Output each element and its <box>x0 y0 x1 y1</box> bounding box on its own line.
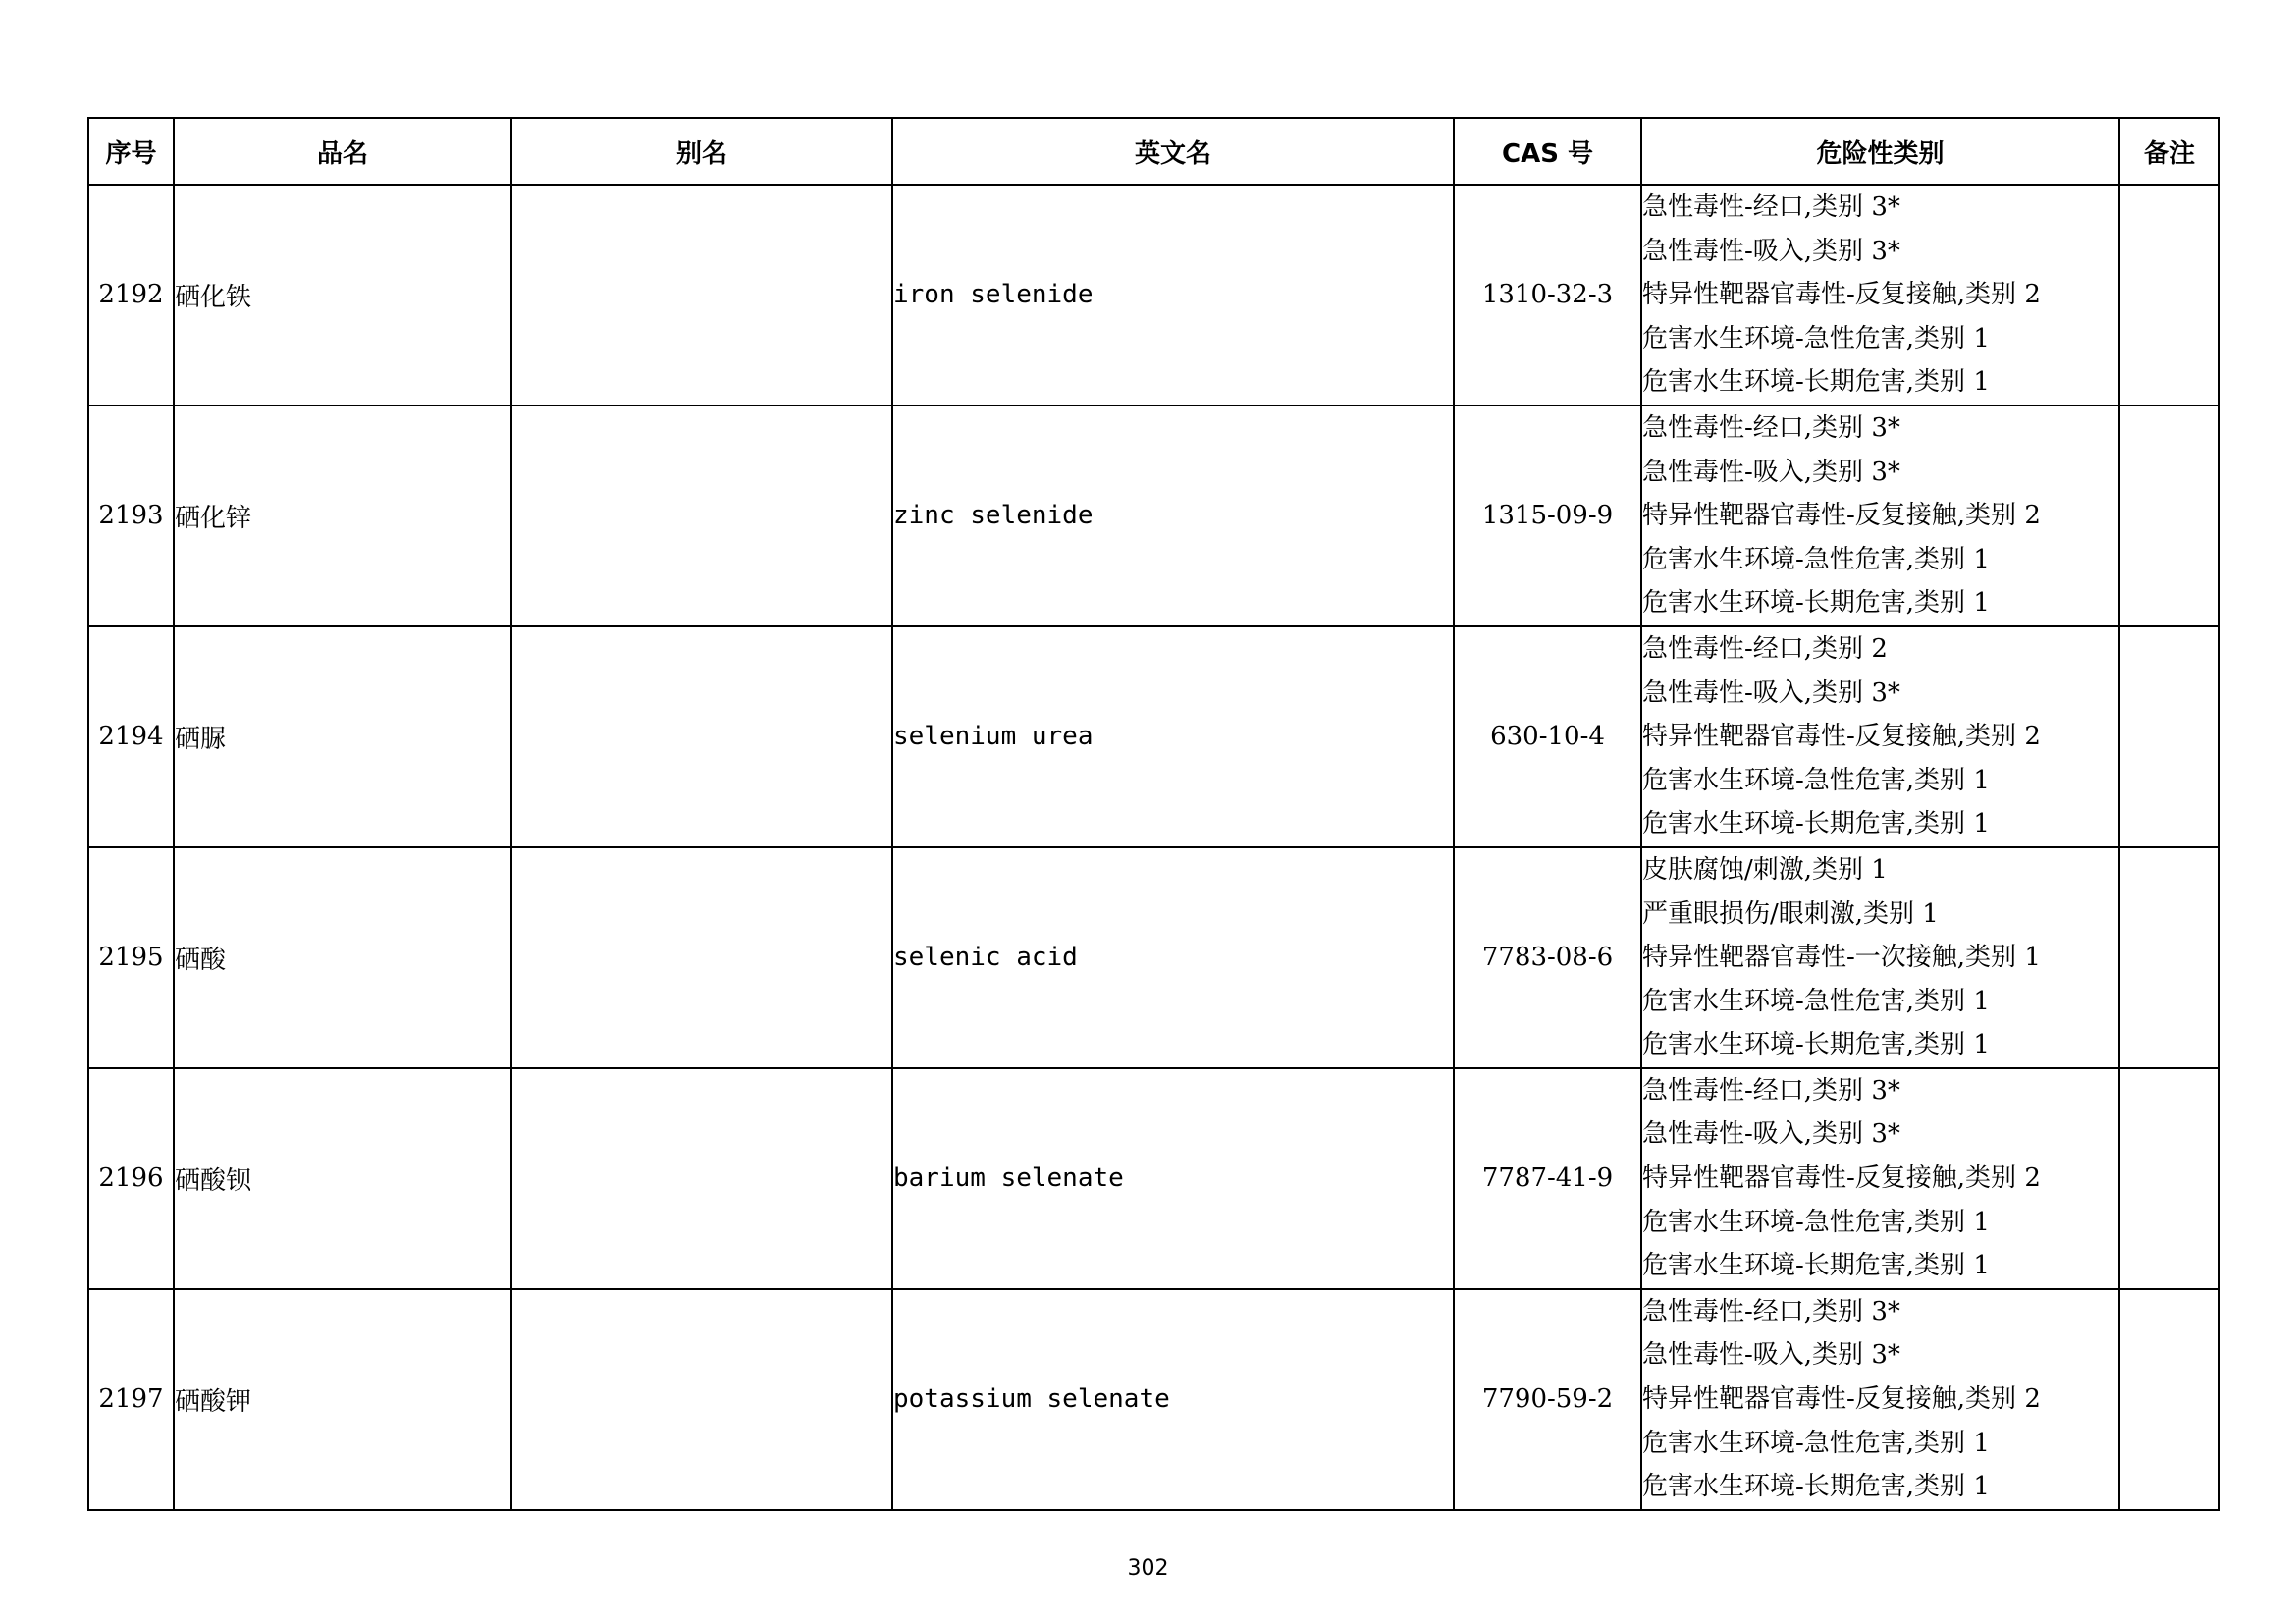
hazard-line: 危害水生环境-急性危害,类别 1 <box>1642 323 1990 353</box>
hazard-line: 急性毒性-吸入,类别 3* <box>1642 236 1900 266</box>
cell-alias <box>511 1289 892 1510</box>
cell-cas: 1310-32-3 <box>1454 185 1641 406</box>
hazard-line: 危害水生环境-长期危害,类别 1 <box>1642 1472 1990 1502</box>
page-number: 302 <box>1127 1556 1169 1581</box>
cell-name: 硒化铁 <box>174 185 511 406</box>
cell-hazards <box>1641 406 2119 626</box>
table-row <box>88 626 2219 847</box>
cell-english-name: selenium urea <box>892 626 1454 847</box>
cell-alias <box>511 406 892 626</box>
hazard-line: 皮肤腐蚀/刺激,类别 1 <box>1642 854 1888 885</box>
header-alias: 别名 <box>511 118 892 185</box>
cell-english-name: barium selenate <box>892 1068 1454 1289</box>
cell-note <box>2119 1289 2219 1510</box>
cell-seq: 2193 <box>88 406 174 626</box>
cell-name: 硒化锌 <box>174 406 511 626</box>
hazard-line: 危害水生环境-急性危害,类别 1 <box>1642 986 1990 1016</box>
cell-name: 硒脲 <box>174 626 511 847</box>
cell-seq: 2197 <box>88 1289 174 1510</box>
hazard-line: 急性毒性-经口,类别 3* <box>1642 1296 1900 1326</box>
hazard-line: 危害水生环境-急性危害,类别 1 <box>1642 544 1990 574</box>
hazard-line: 特异性靶器官毒性-反复接触,类别 2 <box>1642 280 2041 310</box>
table-row <box>88 847 2219 1068</box>
hazard-line: 严重眼损伤/眼刺激,类别 1 <box>1642 898 1939 929</box>
hazard-line: 急性毒性-经口,类别 2 <box>1642 633 1888 664</box>
hazard-line: 急性毒性-吸入,类别 3* <box>1642 457 1900 487</box>
table-row <box>88 1289 2219 1510</box>
cell-note <box>2119 1068 2219 1289</box>
hazard-line: 危害水生环境-长期危害,类别 1 <box>1642 588 1990 619</box>
header-hazard: 危险性类别 <box>1641 118 2119 185</box>
hazard-line: 急性毒性-吸入,类别 3* <box>1642 677 1900 708</box>
cell-seq: 2196 <box>88 1068 174 1289</box>
cell-note <box>2119 406 2219 626</box>
cell-seq: 2195 <box>88 847 174 1068</box>
hazard-line: 急性毒性-经口,类别 3* <box>1642 1075 1900 1106</box>
table-row <box>88 1068 2219 1289</box>
header-note: 备注 <box>2119 118 2219 185</box>
header-cas: CAS 号 <box>1454 118 1641 185</box>
header-seq: 序号 <box>88 118 174 185</box>
cell-cas: 630-10-4 <box>1454 626 1641 847</box>
cell-hazards <box>1641 1289 2119 1510</box>
cell-english-name: potassium selenate <box>892 1289 1454 1510</box>
hazard-line: 危害水生环境-长期危害,类别 1 <box>1642 367 1990 398</box>
cell-note <box>2119 185 2219 406</box>
hazard-line: 特异性靶器官毒性-反复接触,类别 2 <box>1642 722 2041 752</box>
hazard-line: 急性毒性-经口,类别 3* <box>1642 412 1900 443</box>
cell-hazards <box>1641 626 2119 847</box>
cell-english-name: selenic acid <box>892 847 1454 1068</box>
cell-hazards <box>1641 1068 2119 1289</box>
cell-cas: 7787-41-9 <box>1454 1068 1641 1289</box>
hazard-line: 急性毒性-经口,类别 3* <box>1642 192 1900 222</box>
cell-hazards <box>1641 185 2119 406</box>
cell-english-name: zinc selenide <box>892 406 1454 626</box>
hazard-line: 危害水生环境-急性危害,类别 1 <box>1642 1428 1990 1458</box>
cell-cas: 7790-59-2 <box>1454 1289 1641 1510</box>
cell-alias <box>511 1068 892 1289</box>
cell-english-name: iron selenide <box>892 185 1454 406</box>
cell-note <box>2119 847 2219 1068</box>
hazard-line: 特异性靶器官毒性-反复接触,类别 2 <box>1642 1164 2041 1194</box>
cell-cas: 7783-08-6 <box>1454 847 1641 1068</box>
header-name: 品名 <box>174 118 511 185</box>
hazard-line: 危害水生环境-长期危害,类别 1 <box>1642 1251 1990 1281</box>
cell-alias <box>511 847 892 1068</box>
hazard-line: 危害水生环境-急性危害,类别 1 <box>1642 765 1990 795</box>
hazard-line: 急性毒性-吸入,类别 3* <box>1642 1340 1900 1371</box>
hazard-line: 危害水生环境-急性危害,类别 1 <box>1642 1207 1990 1237</box>
hazard-line: 特异性靶器官毒性-反复接触,类别 2 <box>1642 1384 2041 1415</box>
cell-name: 硒酸钾 <box>174 1289 511 1510</box>
hazard-line: 特异性靶器官毒性-反复接触,类别 2 <box>1642 501 2041 531</box>
hazard-line: 危害水生环境-长期危害,类别 1 <box>1642 1030 1990 1060</box>
cell-hazards <box>1641 847 2119 1068</box>
hazard-line: 特异性靶器官毒性-一次接触,类别 1 <box>1642 943 2041 973</box>
cell-name: 硒酸 <box>174 847 511 1068</box>
header-english-name: 英文名 <box>892 118 1454 185</box>
cell-seq: 2194 <box>88 626 174 847</box>
cell-note <box>2119 626 2219 847</box>
cell-name: 硒酸钡 <box>174 1068 511 1289</box>
hazard-line: 危害水生环境-长期危害,类别 1 <box>1642 809 1990 839</box>
cell-alias <box>511 185 892 406</box>
cell-cas: 1315-09-9 <box>1454 406 1641 626</box>
table-row <box>88 406 2219 626</box>
cell-seq: 2192 <box>88 185 174 406</box>
table-header-row <box>88 118 2219 185</box>
hazard-line: 急性毒性-吸入,类别 3* <box>1642 1119 1900 1150</box>
hazardous-chemicals-table <box>87 117 2220 1511</box>
cell-alias <box>511 626 892 847</box>
table-row <box>88 185 2219 406</box>
